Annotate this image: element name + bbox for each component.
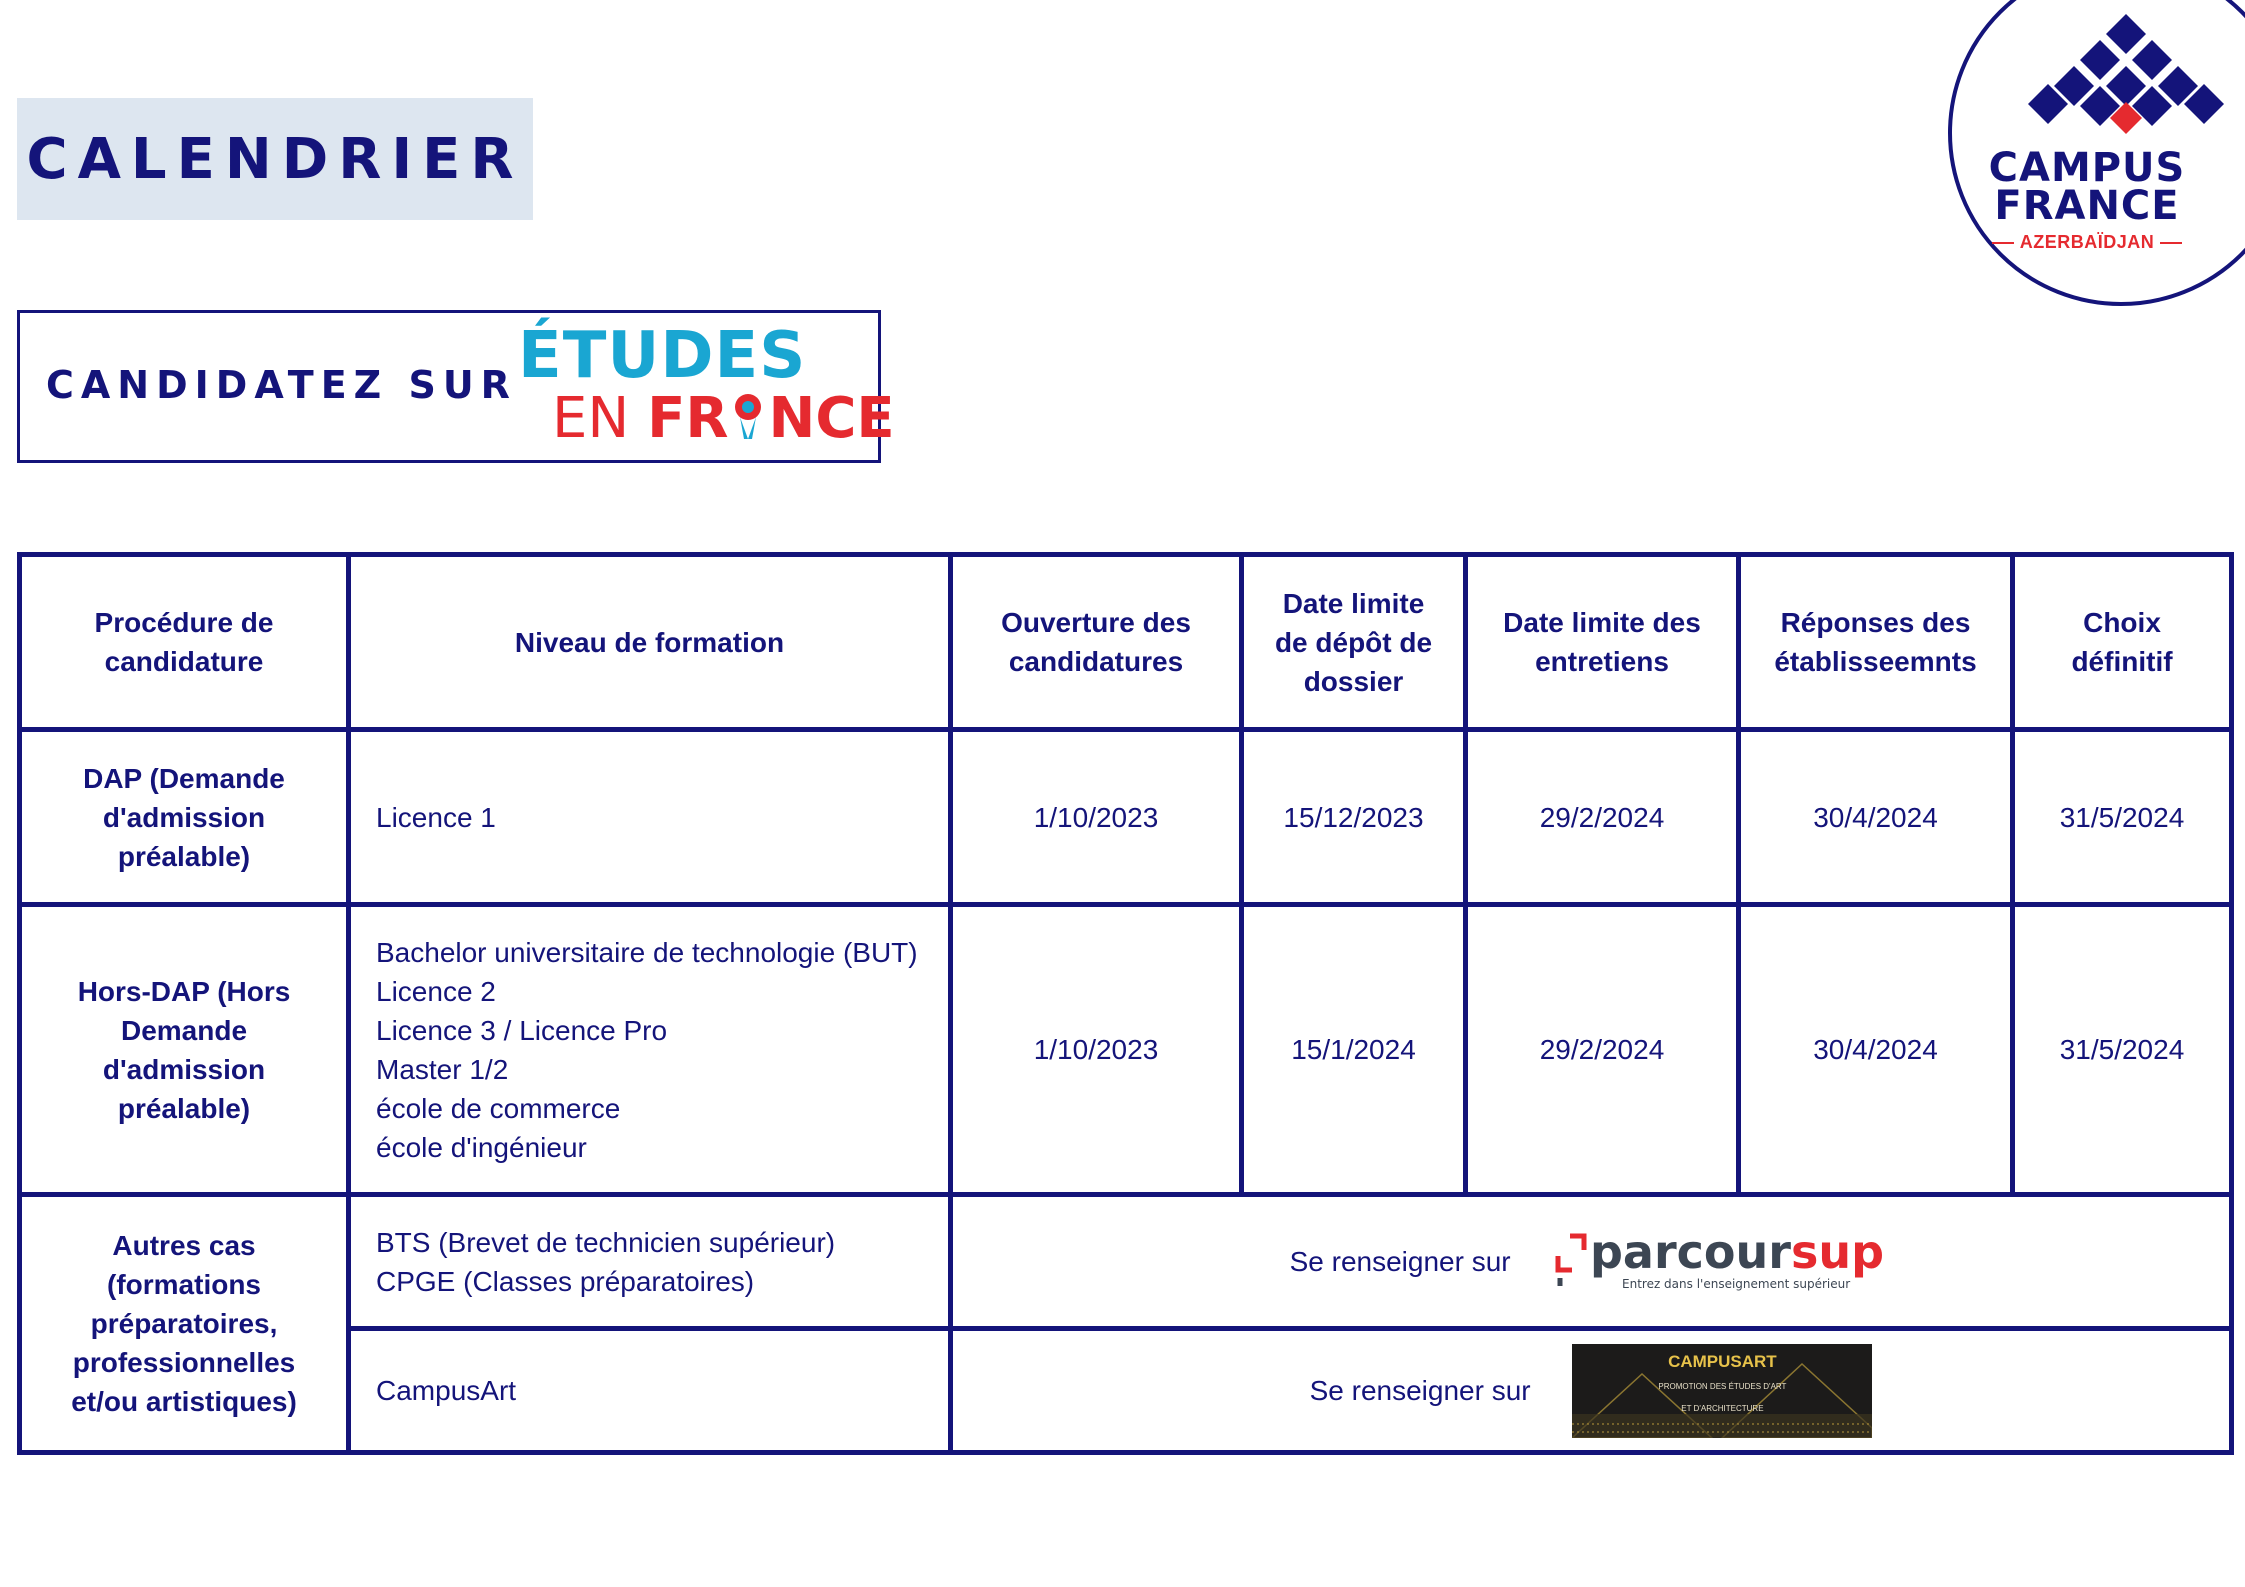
cell-procedure-autres [20,1195,349,1453]
campusart-title: CAMPUSART [1668,1351,1777,1371]
logo-line-campus: CAMPUS [1988,145,2186,191]
cell-ouverture-dap: 1/10/2023 [951,730,1242,905]
campusart-logo[interactable] [1572,1344,1872,1438]
cell-info-parcoursup [951,1195,2232,1329]
campusart-subtitle-2: ET D'ARCHITECTURE [1681,1403,1764,1413]
cell-ouverture-hors-dap: 1/10/2023 [951,905,1242,1195]
cell-procedure-hors-dap [20,905,349,1195]
niveau-item: BTS (Brevet de technicien supérieur) [376,1226,836,1258]
info-text-campusart: Se renseigner sur [1309,1375,1531,1406]
table-row-autres-1 [20,1195,2232,1329]
parcoursup-logo[interactable] [1552,1230,1892,1294]
header-ouverture [951,555,1242,730]
table-row-dap [20,730,2232,905]
campus-france-logo [1948,0,2245,306]
parcoursup-part-b: sup [1791,1229,1885,1279]
header-entretiens [1466,555,1739,730]
etudes-brand-fr1: FR [647,386,729,451]
cell-depot-dap: 15/12/2023 [1242,730,1466,905]
niveau-item: Master 1/2 [376,1053,509,1085]
cell-procedure-dap [20,730,349,905]
page-title: CALENDRIER [26,126,524,192]
page-title-banner [17,98,533,220]
campusart-subtitle-1: PROMOTION DES ÉTUDES D'ART [1658,1381,1787,1391]
table-row-hors-dap [20,905,2232,1195]
cell-niveau-autres-2 [349,1329,951,1453]
header-procedure-text: Procédure de candidature [94,607,274,677]
header-reponses [1739,555,2013,730]
cell-niveau-hors-dap [349,905,951,1195]
etudes-brand-top: ÉTUDES [518,319,807,393]
cell-depot-hors-dap: 15/1/2024 [1242,905,1466,1195]
cell-reponses-dap: 30/4/2024 [1739,730,2013,905]
procedure-autres-text: Autres cas (formations préparatoires, professionnelles et/ou artistiques) [71,1230,297,1417]
logo-line-france: FRANCE [1994,183,2180,229]
parcoursup-tagline: Entrez dans l'enseignement supérieur [1622,1276,1851,1291]
calendar-table-wrap [17,552,2229,1455]
cell-choix-dap: 31/5/2024 [2013,730,2232,905]
cell-entretiens-hors-dap: 29/2/2024 [1466,905,1739,1195]
etudes-brand-en: EN [552,386,630,451]
cell-niveau-dap [349,730,951,905]
header-ouverture-text: Ouverture des candidatures [1001,607,1191,677]
header-procedure [20,555,349,730]
header-choix-text: Choix définitif [2071,607,2173,677]
calendar-table [17,552,2234,1455]
cell-choix-hors-dap: 31/5/2024 [2013,905,2232,1195]
header-depot-text: Date limite de dépôt de dossier [1274,587,1433,697]
header-niveau: Niveau de formation [349,555,951,730]
info-text-parcoursup: Se renseigner sur [1289,1246,1511,1277]
parcoursup-arrows-icon [1558,1236,1584,1286]
candidatez-box[interactable] [17,310,895,463]
header-reponses-text: Réponses des établisseemnts [1774,607,1977,677]
niveau-item: école de commerce [376,1092,621,1124]
niveau-item: CPGE (Classes préparatoires) [376,1265,755,1297]
header-depot [1242,555,1466,730]
niveau-item: Licence 2 [376,975,496,1007]
rosette-icon [728,391,768,441]
etudes-brand-bottom [552,386,895,451]
header-entretiens-text: Date limite des entretiens [1503,607,1701,677]
etudes-brand-fr2: NCE [768,386,895,451]
cell-niveau-autres-1 [349,1195,951,1329]
table-header-row [20,555,2232,730]
niveau-item: Licence 3 / Licence Pro [376,1014,668,1046]
parcoursup-wordmark [1590,1230,1884,1279]
header-choix [2013,555,2232,730]
diamond-pattern-icon [2026,14,2226,144]
procedure-dap-text: DAP (Demande d'admission préalable) [83,762,285,872]
niveau-item: école d'ingénieur [376,1131,587,1163]
logo-country-text: AZERBAÏDJAN [2019,232,2155,252]
procedure-hors-dap-text: Hors-DAP (Hors Demande d'admission préalable) [77,975,291,1124]
cell-entretiens-dap: 29/2/2024 [1466,730,1739,905]
niveau-item: Licence 1 [376,801,496,833]
candidatez-label: CANDIDATEZ SUR [46,363,517,407]
table-row-autres-2 [20,1329,2232,1453]
niveau-item: CampusArt [376,1375,517,1406]
cell-info-campusart [951,1329,2232,1453]
cell-reponses-hors-dap: 30/4/2024 [1739,905,2013,1195]
logo-line-country [1952,232,2222,253]
niveau-item: Bachelor universitaire de technologie (BUT) [376,936,918,968]
parcoursup-part-a: parcour [1590,1229,1792,1279]
